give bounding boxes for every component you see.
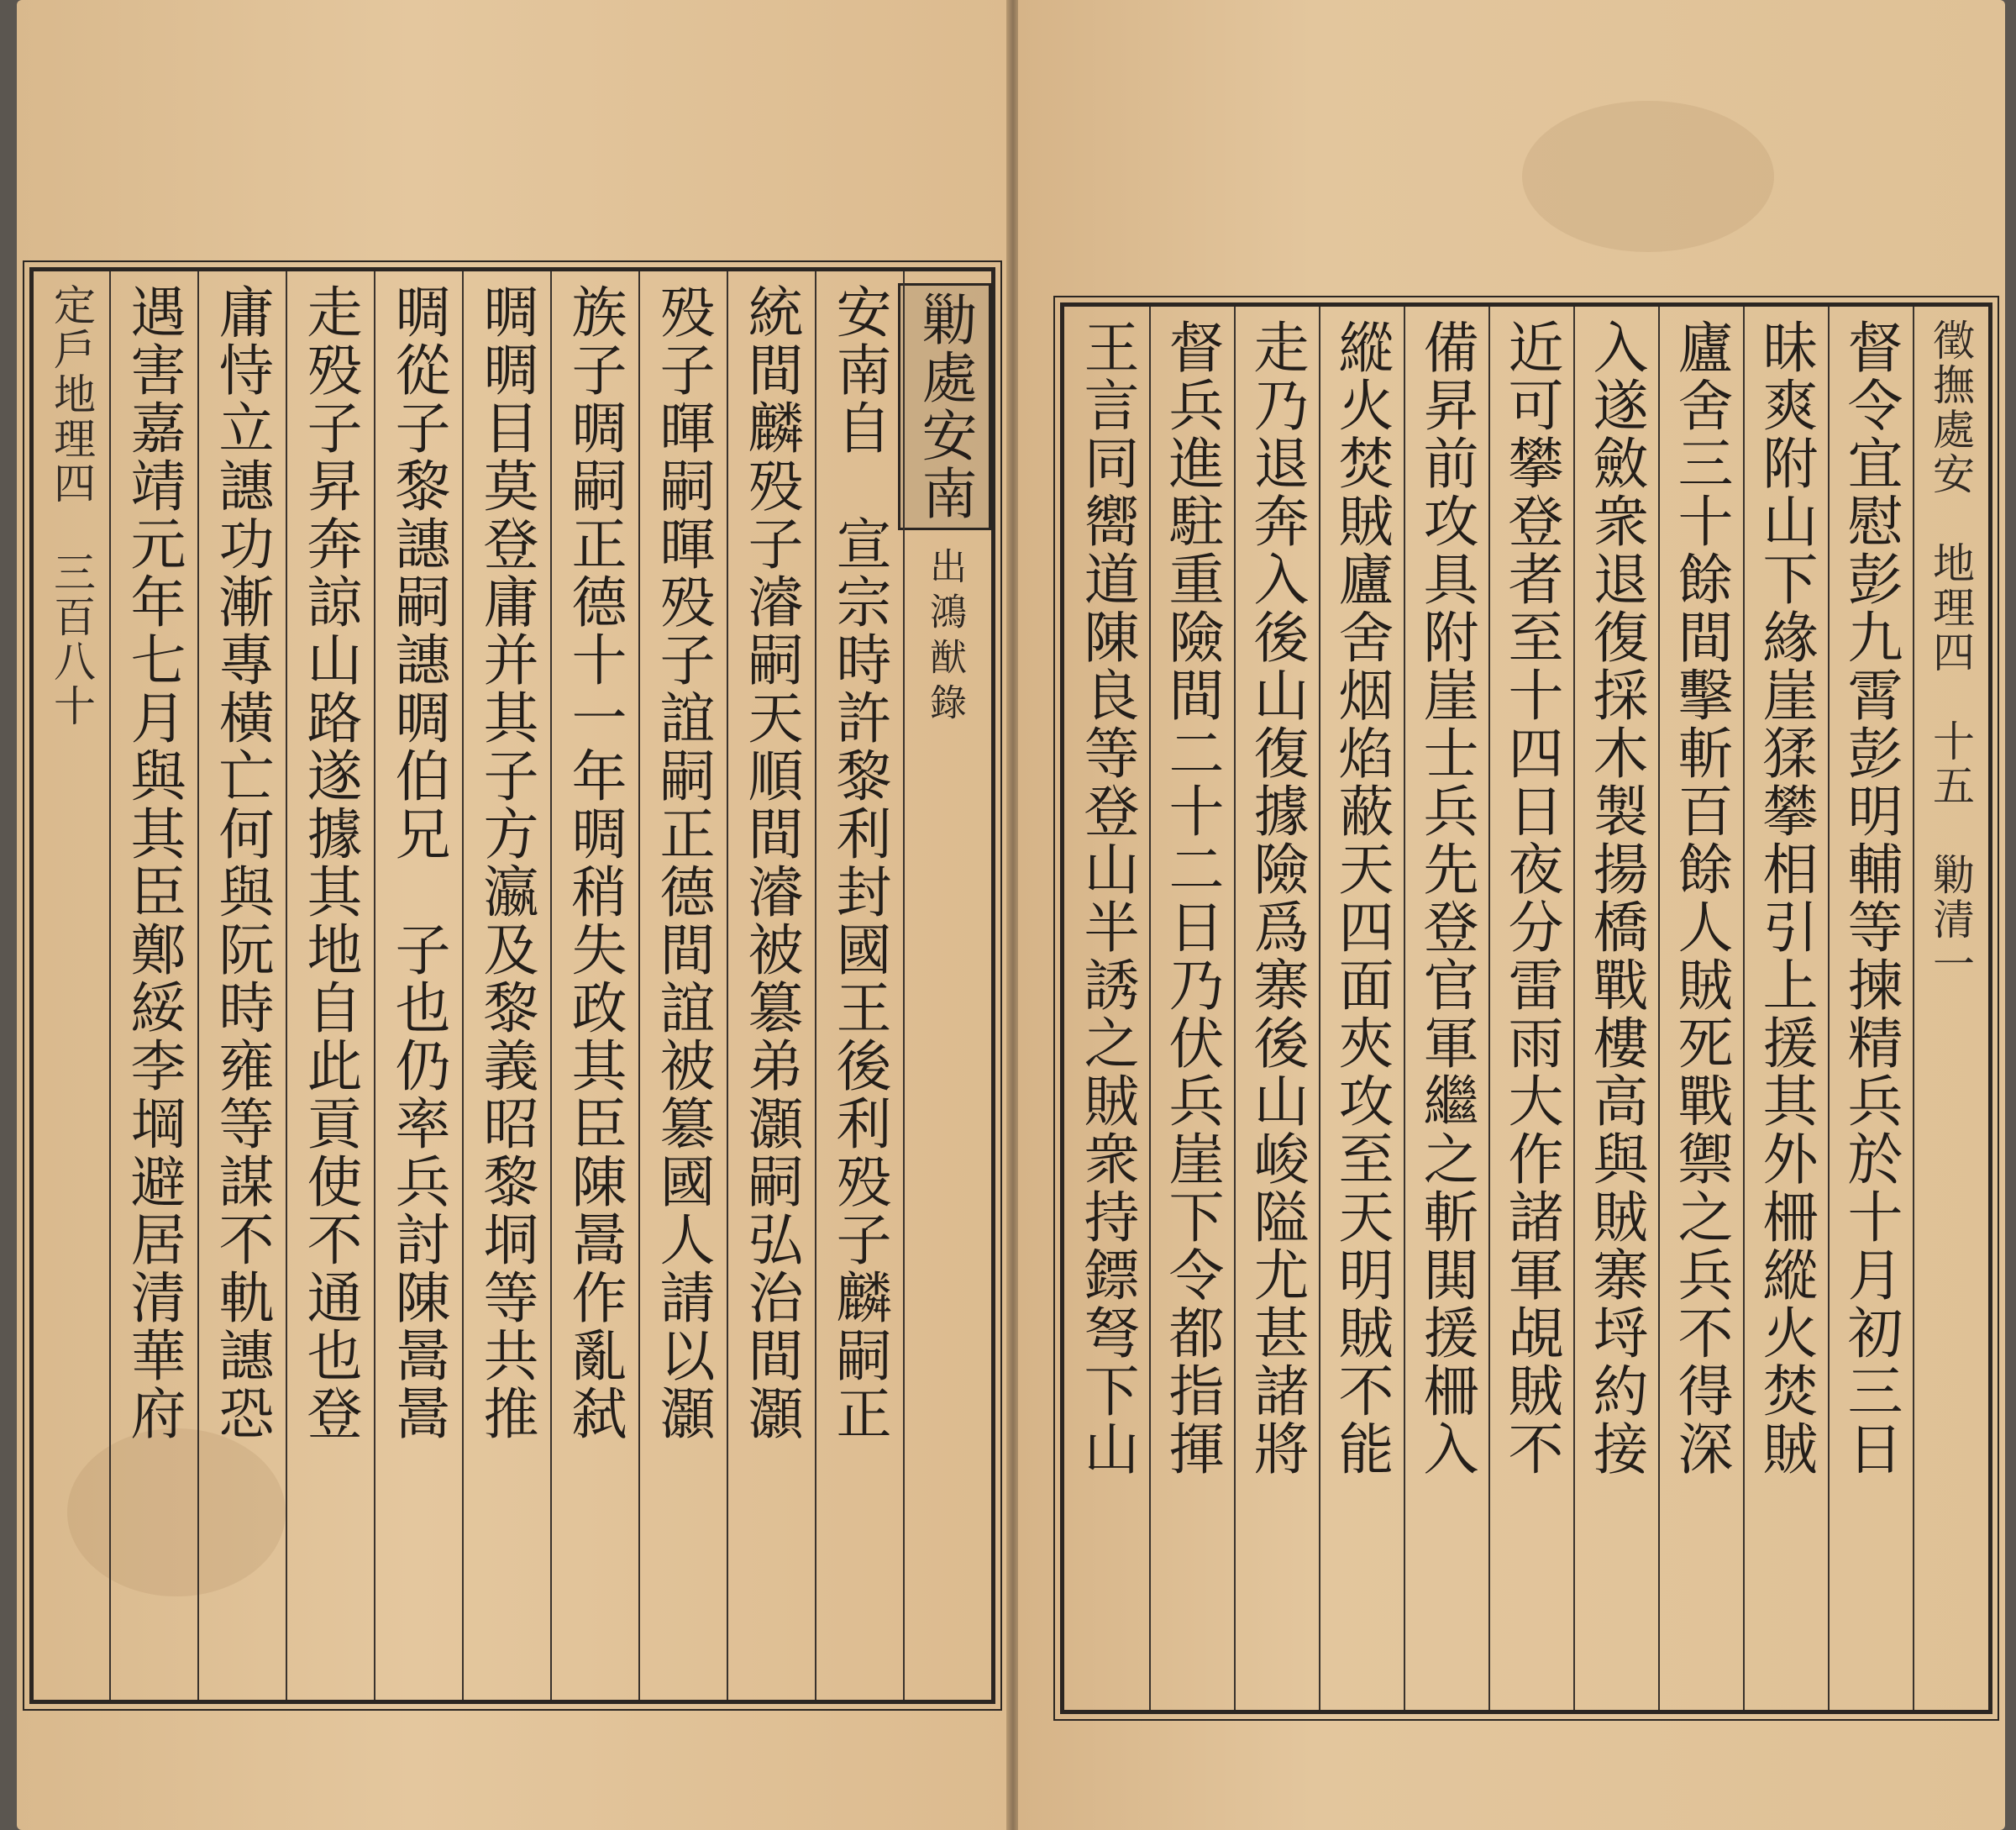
column-text: 庸恃立譓功漸專橫亡何與阮時雍等謀不軌譓恐 xyxy=(209,283,274,1443)
right-page-column xyxy=(1064,307,1149,1710)
column-text: 走乃退奔入後山復據險爲寨後山峻隘尤甚諸將 xyxy=(1244,318,1309,1478)
left-page-column xyxy=(550,271,638,1700)
right-page-column xyxy=(1488,307,1573,1710)
right-page-column xyxy=(1573,307,1658,1710)
column-text: 廬舍三十餘間擊斬百餘人賊死戰禦之兵不得深 xyxy=(1668,318,1733,1478)
right-page-column xyxy=(1828,307,1913,1710)
column-text: 晭從子黎譓嗣譓晭伯兄 子也仍率兵討陳暠暠 xyxy=(386,283,450,1443)
column-text: 統間麟殁子濬嗣天順間濬被簒弟灝嗣弘治間灝 xyxy=(738,283,803,1443)
column-text: 督兵進駐重險間二十二日乃伏兵崖下令都指揮 xyxy=(1159,318,1224,1478)
left-page-margin-text: 定戶地理四 三百八十 xyxy=(47,283,96,728)
left-page-column xyxy=(638,271,727,1700)
column-text: 安南自 宣宗時許黎利封國王後利殁子麟嗣正 xyxy=(827,283,891,1443)
right-page-column xyxy=(1404,307,1488,1710)
column-text: 入遂斂衆退復採木製揚橋戰樓高與賊寨埒約接 xyxy=(1583,318,1648,1478)
right-page-column xyxy=(1149,307,1234,1710)
column-text: 族子晭嗣正德十一年晭稍失政其臣陳暠作亂弑 xyxy=(562,283,627,1443)
left-page-column xyxy=(727,271,815,1700)
column-text: 王言同嚮道陳良等登山半誘之賊衆持鏢弩下山 xyxy=(1074,318,1139,1478)
column-text: 晭晭目莫登庸并其子方瀛及黎義昭黎垌等共推 xyxy=(474,283,538,1443)
left-page-column xyxy=(462,271,550,1700)
left-page-column xyxy=(815,271,903,1700)
source-note: 出鴻猷錄 xyxy=(923,547,966,728)
left-page-column xyxy=(286,271,374,1700)
column-text: 走殁子昇奔諒山路遂據其地自此貢使不通也登 xyxy=(297,283,362,1443)
section-heading: 勦處安南 xyxy=(898,283,991,530)
right-page-column xyxy=(1743,307,1828,1710)
right-page-margin-text: 徵撫處安 地理四 十五 勦清一 xyxy=(1926,318,1975,986)
left-text-frame xyxy=(29,267,995,1704)
column-text: 督令宜慰彭九霄彭明輔等揀精兵於十月初三日 xyxy=(1838,318,1903,1478)
right-page-column xyxy=(1658,307,1743,1710)
left-page-column xyxy=(197,271,286,1700)
right-text-frame xyxy=(1060,302,1992,1714)
right-page-column xyxy=(1234,307,1319,1710)
left-page-column xyxy=(109,271,197,1700)
column-text: 備昇前攻具附崖士兵先登官軍繼之斬閧援柵入 xyxy=(1414,318,1478,1478)
right-page-column xyxy=(1319,307,1404,1710)
column-text: 昧爽附山下緣崖猱攀相引上援其外柵縱火焚賊 xyxy=(1753,318,1818,1478)
column-text: 近可攀登者至十四日夜分雷雨大作諸軍覘賊不 xyxy=(1499,318,1563,1478)
column-text: 縱火焚賊廬舍烟焰蔽天四面夾攻至天明賊不能 xyxy=(1329,318,1394,1478)
left-page-column xyxy=(903,271,991,1700)
left-page-column xyxy=(374,271,462,1700)
column-text: 遇害嘉靖元年七月與其臣鄭綏李堈避居清華府 xyxy=(121,283,186,1443)
column-text: 殁子暉嗣暉殁子誼嗣正德間誼被簒國人請以灝 xyxy=(650,283,715,1443)
